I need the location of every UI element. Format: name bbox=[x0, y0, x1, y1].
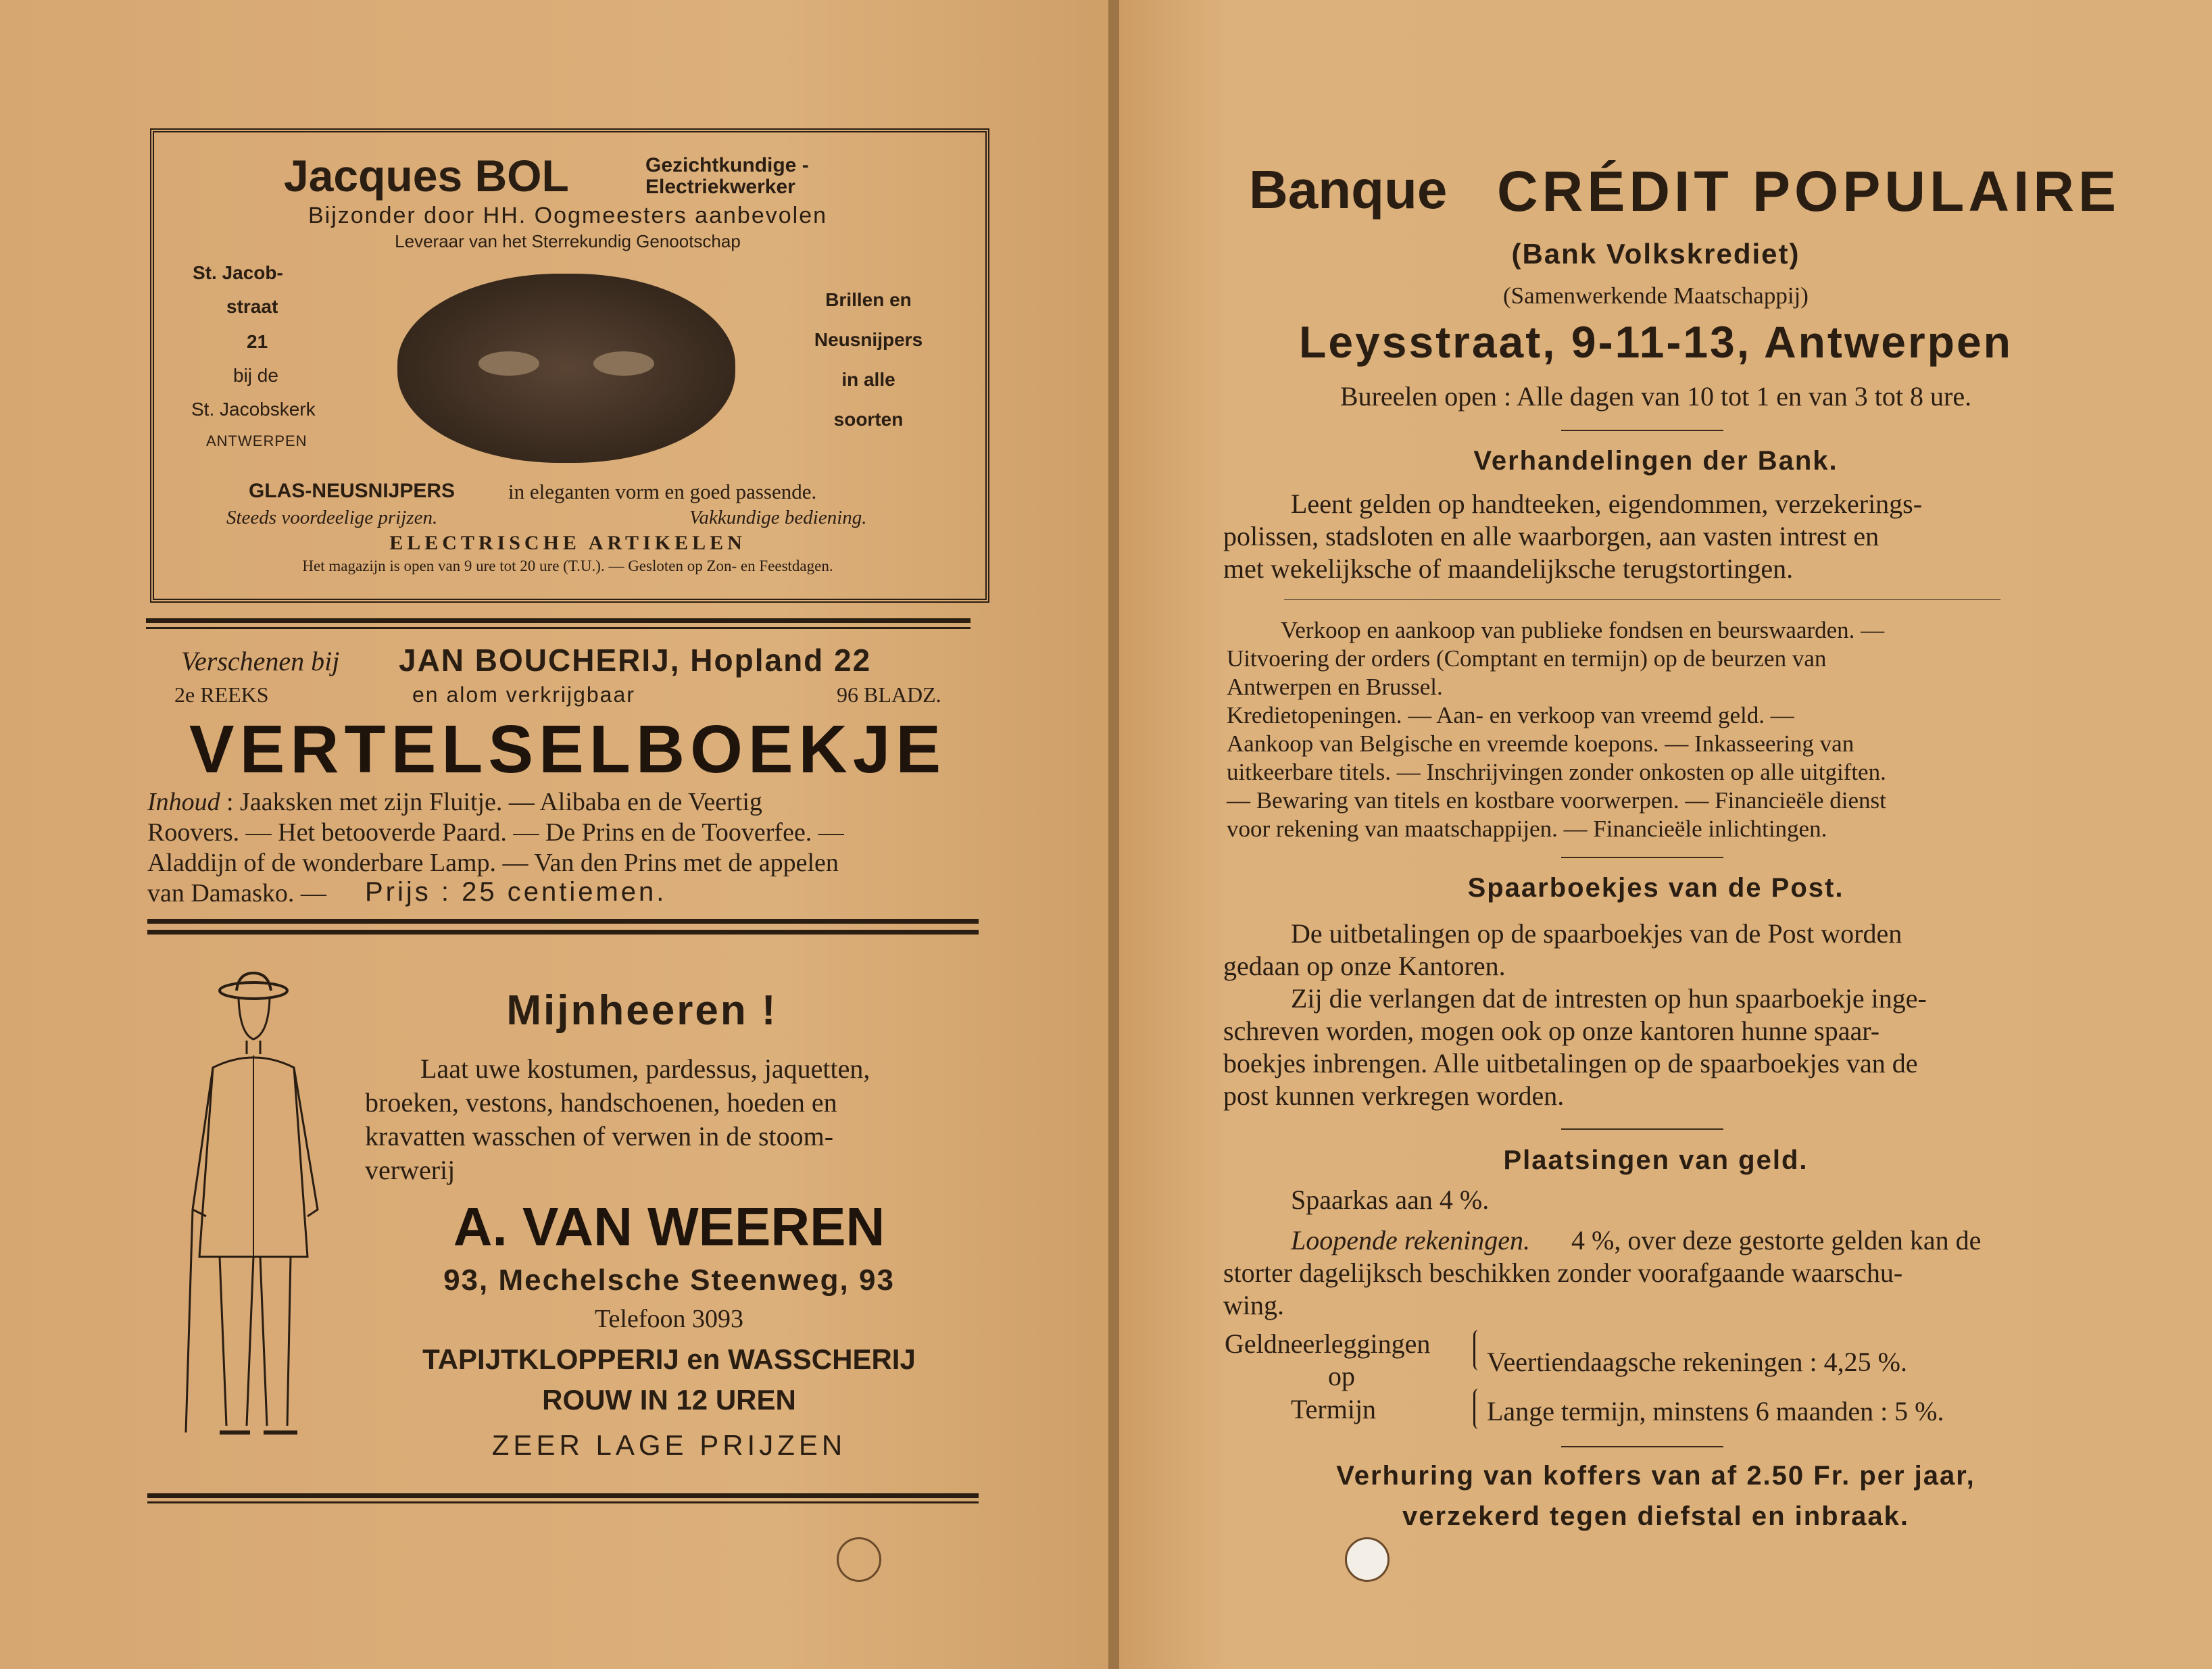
gentleman-illustration bbox=[172, 966, 348, 1453]
weeren-address: 93, Mechelsche Steenweg, 93 bbox=[443, 1264, 895, 1297]
weeren-services-2: ROUW IN 12 UREN bbox=[542, 1384, 796, 1416]
divider bbox=[147, 1501, 979, 1503]
bol-glass: GLAS-NEUSNIJPERS bbox=[249, 480, 456, 502]
bank-title-pre: Banque bbox=[1249, 159, 1448, 220]
bol-prices: Steeds voordeelige prijzen. bbox=[226, 507, 438, 528]
binding-hole bbox=[837, 1537, 881, 1582]
weeren-services-1: TAPIJTKLOPPERIJ en WASSCHERIJ bbox=[422, 1343, 916, 1375]
bank-savings: Spaarkas aan 4 %. bbox=[1291, 1185, 1490, 1215]
bol-hours: Het magazijn is open van 9 ure tot 20 ure (T.U.). — Gesloten op Zon- en Feestdagen. bbox=[302, 557, 833, 574]
bank-sec1-title: Verhandelingen der Bank. bbox=[1473, 446, 1838, 476]
bank-title-main: CRÉDIT POPULAIRE bbox=[1497, 159, 2121, 223]
bank-coop: (Samenwerkende Maatschappij) bbox=[1503, 282, 1809, 309]
bank-sec1b-line: Verkoop en aankoop van publieke fondsen en beurswaarden. — bbox=[1281, 617, 1885, 643]
bank-current-label: Loopende rekeningen. bbox=[1291, 1225, 1530, 1255]
bank-sec1-line: polissen, stadsloten en alle waarborgen, aan vasten intrest en bbox=[1223, 521, 1879, 551]
divider bbox=[1561, 857, 1723, 858]
bol-addr-3: 21 bbox=[247, 331, 268, 352]
bank-sec2-line: De uitbetalingen op de spaarboekjes van de Post worden bbox=[1291, 918, 1902, 949]
divider bbox=[1561, 1128, 1723, 1130]
bank-sec2-line: Zij die verlangen dat de intresten op hun spaarboekje inge- bbox=[1291, 983, 1927, 1014]
book-series: 2e REEKS bbox=[174, 682, 269, 707]
divider bbox=[147, 1493, 979, 1498]
binding-hole bbox=[1345, 1537, 1390, 1582]
divider bbox=[146, 627, 970, 629]
bank-sec2-line: boekjes inbrengen. Alle uitbetalingen op de spaarboekjes van de bbox=[1223, 1048, 1918, 1078]
bol-service: Vakkundige bediening. bbox=[689, 507, 867, 528]
bank-sec1b-line: Uitvoering der orders (Comptant en termijn) op de beurzen van bbox=[1227, 645, 1827, 672]
bank-sec1b-line: Aankoop van Belgische en vreemde koepons. — Inkasseering van bbox=[1227, 730, 1854, 757]
bank-deposits-label-3: Termijn bbox=[1291, 1394, 1377, 1424]
book-contents-line: : Jaaksken met zijn Fluitje. — Alibaba en de Veertig bbox=[226, 788, 762, 816]
bol-addr-6: ANTWERPEN bbox=[206, 432, 308, 449]
bank-sec2-line: post kunnen verkregen worden. bbox=[1223, 1080, 1565, 1111]
bank-deposit-2: Lange termijn, minstens 6 maanden : 5 %. bbox=[1487, 1396, 1944, 1426]
eyes-illustration bbox=[397, 274, 735, 463]
bol-product-4: soorten bbox=[833, 409, 904, 430]
bank-sec1b-line: Kredietopeningen. — Aan- en verkoop van vreemd geld. — bbox=[1227, 702, 1794, 728]
bol-addr-5: St. Jacobskerk bbox=[191, 399, 316, 420]
book-publisher: JAN BOUCHERIJ, Hopland 22 bbox=[399, 643, 872, 678]
book-published-by: Verschenen bij bbox=[181, 646, 340, 676]
bank-subtitle: (Bank Volkskrediet) bbox=[1511, 238, 1800, 270]
book-contents-line: Aladdijn of de wonderbare Lamp. — Van den Prins met de appelen bbox=[147, 849, 839, 877]
book-pages: 96 BLADZ. bbox=[837, 682, 941, 707]
book-contents-line: van Damasko. — bbox=[147, 879, 326, 907]
weeren-name: A. VAN WEEREN bbox=[453, 1197, 885, 1257]
weeren-body-line: Laat uwe kostumen, pardessus, jaquetten, bbox=[420, 1053, 870, 1084]
bank-rental-2: verzekerd tegen diefstal en inbraak. bbox=[1402, 1501, 1910, 1531]
divider bbox=[1561, 430, 1723, 431]
bank-deposits-label-2: op bbox=[1328, 1361, 1355, 1391]
bol-recommended: Bijzonder door HH. Oogmeesters aanbevolen bbox=[308, 203, 828, 228]
bank-hours: Bureelen open : Alle dagen van 10 tot 1 en van 3 tot 8 ure. bbox=[1340, 381, 1972, 412]
bol-product-3: in alle bbox=[841, 369, 895, 390]
bol-product-1: Brillen en bbox=[825, 289, 912, 310]
bank-deposit-1: Veertiendaagsche rekeningen : 4,25 %. bbox=[1487, 1347, 1907, 1377]
bank-sec2-line: gedaan op onze Kantoren. bbox=[1223, 951, 1506, 981]
weeren-prices: ZEER LAGE PRIJZEN bbox=[491, 1429, 847, 1461]
book-contents-label: Inhoud bbox=[147, 788, 220, 816]
bank-sec1-line: Leent gelden op handteeken, eigendommen, verzekerings- bbox=[1291, 489, 1923, 519]
book-contents-line: Roovers. — Het betooverde Paard. — De Prins en de Tooverfee. — bbox=[147, 818, 844, 847]
bol-addr-4: bij de bbox=[233, 365, 278, 386]
weeren-body-line: verwerij bbox=[365, 1155, 456, 1185]
bank-deposits-label-1: Geldneerleggingen bbox=[1225, 1328, 1431, 1359]
bank-current-line: storter dagelijksch beschikken zonder voorafgaande waarschu- bbox=[1223, 1257, 1903, 1288]
divider bbox=[147, 919, 979, 924]
weeren-body-line: broeken, vestons, handschoenen, hoeden en bbox=[365, 1087, 837, 1118]
divider bbox=[1284, 599, 2000, 600]
brace bbox=[1473, 1330, 1482, 1370]
bol-glass-rest: in eleganten vorm en goed passende. bbox=[508, 480, 817, 503]
bank-sec3-title: Plaatsingen van geld. bbox=[1503, 1145, 1809, 1175]
divider bbox=[1561, 1446, 1723, 1447]
bank-address: Leysstraat, 9-11-13, Antwerpen bbox=[1299, 317, 2013, 367]
bank-sec1-line: met wekelijksche of maandelijksche terugstortingen. bbox=[1223, 553, 1794, 584]
divider bbox=[147, 930, 979, 935]
bol-addr-1: St. Jacob- bbox=[193, 262, 283, 283]
bank-sec1b-line: uitkeerbare titels. — Inschrijvingen zonder onkosten op alle uitgiften. bbox=[1227, 759, 1886, 785]
book-availability: en alom verkrijgbaar bbox=[412, 682, 635, 707]
bank-sec2-line: schreven worden, mogen ook op onze kantoren hunne spaar- bbox=[1223, 1016, 1880, 1046]
bank-rental-1: Verhuring van koffers van af 2.50 Fr. per jaar, bbox=[1336, 1461, 1975, 1491]
bank-sec2-title: Spaarboekjes van de Post. bbox=[1467, 873, 1844, 903]
bol-electric: ELECTRISCHE ARTIKELEN bbox=[389, 532, 746, 554]
bank-sec1b-line: Antwerpen en Brussel. bbox=[1227, 674, 1443, 700]
bank-current-line: 4 %, over deze gestorte gelden kan de bbox=[1571, 1225, 1982, 1255]
bol-trade-2: Electriekwerker bbox=[645, 176, 795, 198]
divider bbox=[146, 618, 970, 623]
bank-sec1b-line: — Bewaring van titels en kostbare voorwerpen. — Financieële dienst bbox=[1227, 787, 1886, 814]
bank-sec1b-line: voor rekening van maatschappijen. — Financieële inlichtingen. bbox=[1227, 816, 1827, 842]
gutter bbox=[1108, 0, 1119, 1669]
bol-supplier: Leveraar van het Sterrekundig Genootschap bbox=[395, 231, 741, 251]
bank-current-line: wing. bbox=[1223, 1290, 1284, 1320]
weeren-heading: Mijnheeren ! bbox=[506, 987, 778, 1034]
bol-trade-1: Gezichtkundige - bbox=[645, 154, 809, 176]
weeren-body-line: kravatten wasschen of verwen in de stoom- bbox=[365, 1121, 834, 1151]
brace bbox=[1473, 1389, 1482, 1429]
bol-product-2: Neusnijpers bbox=[814, 329, 923, 350]
weeren-phone: Telefoon 3093 bbox=[594, 1305, 743, 1333]
bol-addr-2: straat bbox=[226, 296, 278, 317]
book-price: Prijs : 25 centiemen. bbox=[365, 877, 667, 907]
bol-name: Jacques BOL bbox=[284, 151, 569, 201]
book-title: VERTELSELBOEKJE bbox=[189, 712, 947, 787]
